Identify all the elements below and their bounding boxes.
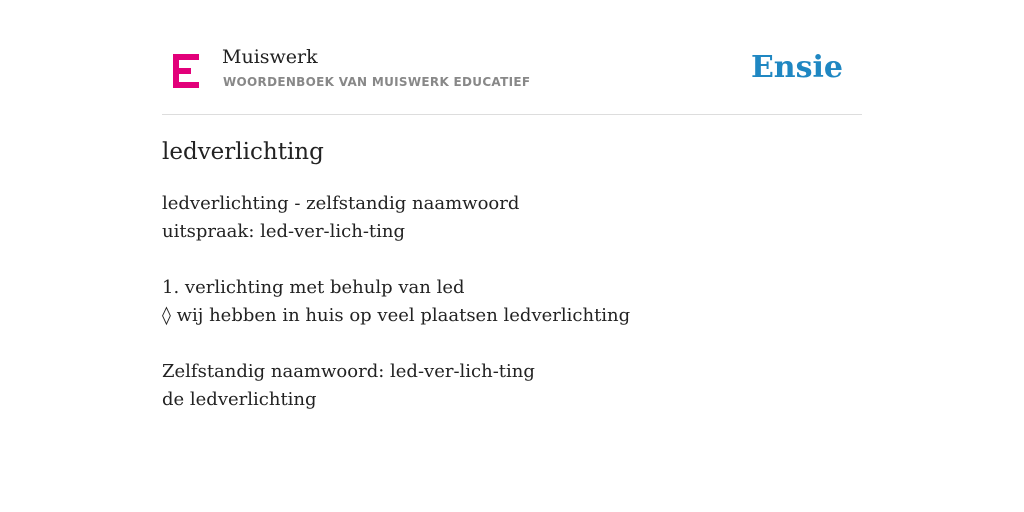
entry-line-word-class: ledverlichting - zelfstandig naamwoord <box>162 193 520 214</box>
entry-line-example: ◊ wij hebben in huis op veel plaatsen ledverlichting <box>162 305 631 326</box>
entry-line-article: de ledverlichting <box>162 389 317 410</box>
page-title: ledverlichting <box>162 139 324 165</box>
entry-line-hyphenation: Zelfstandig naamwoord: led-ver-lich-ting <box>162 361 535 382</box>
logo-bar-middle <box>173 68 191 74</box>
ensie-logo[interactable]: Ensie <box>750 50 843 85</box>
muiswerk-logo-icon[interactable] <box>173 54 200 88</box>
entry-line-pronunciation: uitspraak: led-ver-lich-ting <box>162 221 405 242</box>
site-subtitle: WOORDENBOEK VAN MUISWERK EDUCATIEF <box>223 75 531 89</box>
entry-spacer <box>162 246 862 274</box>
site-header <box>162 0 862 115</box>
site-name[interactable]: Muiswerk <box>222 46 318 68</box>
entry-line-definition: 1. verlichting met behulp van led <box>162 277 465 298</box>
main-content <box>162 134 862 414</box>
dictionary-entry <box>162 190 862 414</box>
logo-bar-top <box>173 54 199 60</box>
logo-bar-bottom <box>173 82 199 88</box>
entry-spacer <box>162 330 862 358</box>
